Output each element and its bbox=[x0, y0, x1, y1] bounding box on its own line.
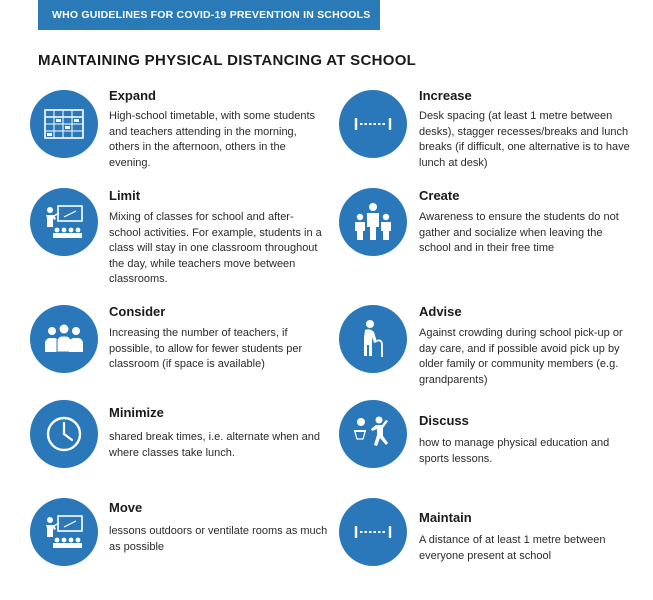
elderly-person-icon bbox=[339, 305, 407, 373]
classroom-teacher-icon bbox=[30, 498, 98, 566]
description: lessons outdoors or ventilate rooms as much as possible bbox=[109, 525, 328, 553]
description: shared break times, i.e. alternate when and where classes take lunch. bbox=[109, 431, 320, 459]
page-title: MAINTAINING PHYSICAL DISTANCING AT SCHOOL bbox=[38, 52, 417, 69]
basketball-player-icon bbox=[339, 400, 407, 468]
heading: Maintain bbox=[419, 510, 472, 525]
heading: Minimize bbox=[109, 405, 164, 420]
description: A distance of at least 1 metre between everyone present at school bbox=[419, 534, 606, 562]
description: High-school timetable, with some students and teachers attending in the morning, others in the afternoon, others in the evening. bbox=[109, 110, 316, 169]
description: Against crowding during school pick-up or day care, and if possible avoid pick up by older family or community members (e.g. grandparents) bbox=[419, 327, 623, 386]
description: Mixing of classes for school and after-school activities. For example, students in a class will stay in one classroom throughout the day, while teachers move between classrooms. bbox=[109, 211, 322, 286]
heading: Limit bbox=[109, 188, 141, 203]
heading: Increase bbox=[419, 88, 472, 103]
header-banner: WHO GUIDELINES FOR COVID-19 PREVENTION IN SCHOOLS bbox=[38, 0, 380, 30]
heading: Expand bbox=[109, 88, 156, 103]
distance-icon bbox=[339, 498, 407, 566]
heading: Create bbox=[419, 188, 460, 203]
heading: Consider bbox=[109, 304, 166, 319]
heading: Discuss bbox=[419, 413, 469, 428]
description: Awareness to ensure the students do not gather and socialize when leaving the school and in their free time bbox=[419, 211, 619, 255]
timetable-icon bbox=[30, 90, 98, 158]
description: Desk spacing (at least 1 metre between desks), stagger recesses/breaks and lunch breaks (if difficult, one alternative is to have lunch at desk) bbox=[419, 110, 630, 169]
description: how to manage physical education and sports lessons. bbox=[419, 437, 610, 465]
heading: Move bbox=[109, 500, 143, 515]
clock-icon bbox=[30, 400, 98, 468]
description: Increasing the number of teachers, if possible, to allow for fewer students per classroom (if space is available) bbox=[109, 327, 303, 371]
family-icon bbox=[339, 188, 407, 256]
heading: Advise bbox=[419, 304, 462, 319]
classroom-teacher-icon bbox=[30, 188, 98, 256]
distance-icon bbox=[339, 90, 407, 158]
group-people-icon bbox=[30, 305, 98, 373]
